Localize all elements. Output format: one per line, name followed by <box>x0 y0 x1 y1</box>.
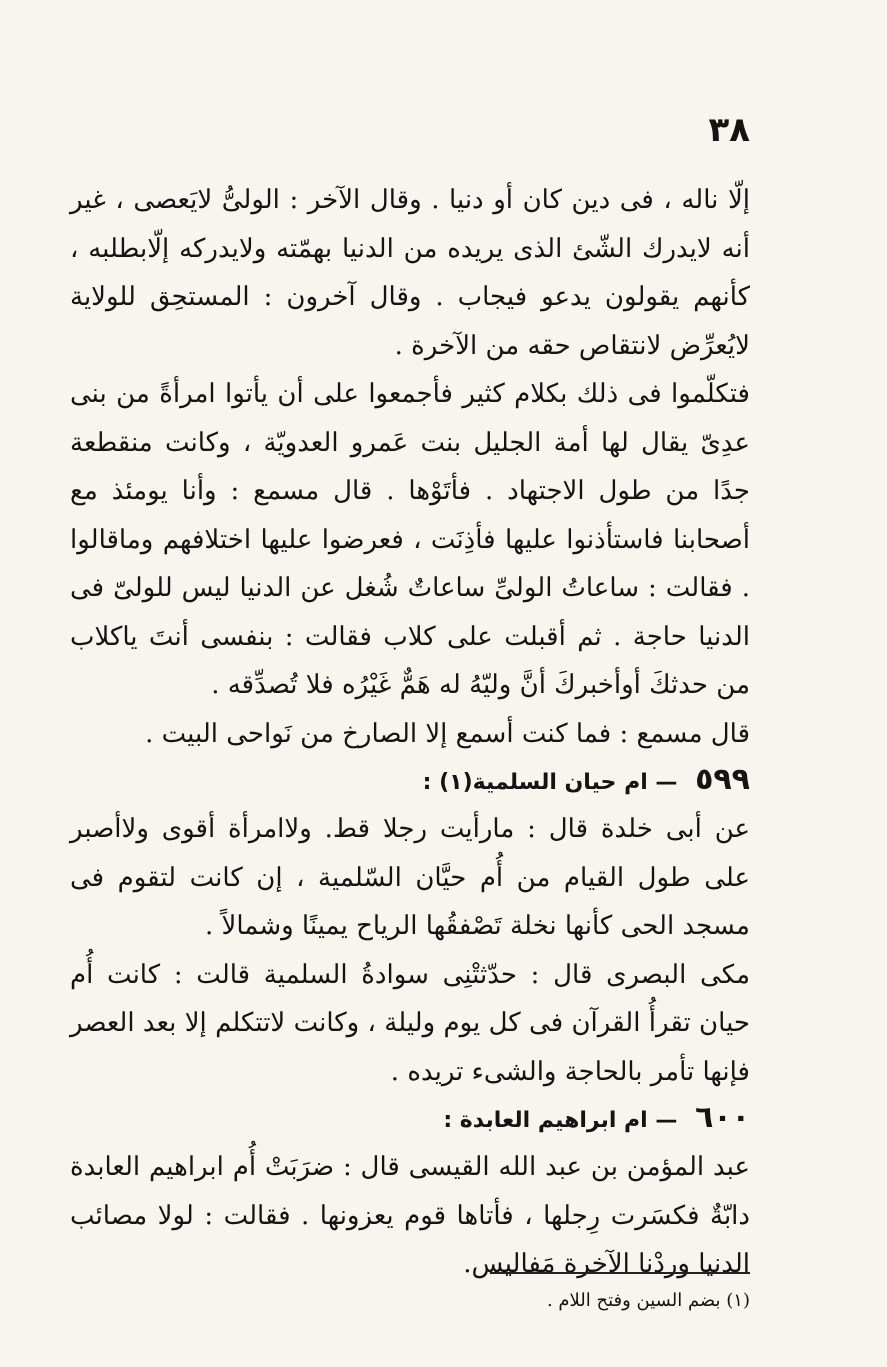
footnote-divider <box>490 1272 750 1274</box>
paragraph: فتكلّموا فى ذلك بكلام كثير فأجمعوا على أن يأتوا امرأةً من بنى عدِىّ يقال لها أمة الجليل بنت عَمرو العدويّة ، وكانت منقطعة جدًا من طول الاجتهاد . فأتَوْها . قال مسمع : وأنا يومئذ مع أصحابنا فاستأذنوا عليها فأذِنَت ، فعرضوا عليها اختلافهم وماقالوا . فقالت : ساعاتُ الولىِّ ساعاتٌ شُغل عن الدنيا ليس للولىّ فى الدنيا حاجة . ثم أقبلت على كلاب فقالت : بنفسى أنتَ ياكلاب من حدثكَ أوأخبركَ أنَّ وليّهُ له هَمٌّ غَيْرُه فلا تُصدِّقه . <box>70 379 750 700</box>
footnote: (١) بضم السين وفتح اللام . <box>546 1290 750 1311</box>
section-heading <box>70 758 750 805</box>
page-number: ٣٨ <box>708 110 750 150</box>
paragraph: مكى البصرى قال : حدّثتْنِى سوادةُ السلمية قالت : كانت أُم حيان تقرأُ القرآن فى كل يوم وليلة ، وكانت لاتتكلم إلا بعد العصر فإنها تأمر بالحاجة والشىء تريده . <box>70 959 750 1087</box>
section-title: — ام ابراهيم العابدة : <box>443 1108 678 1133</box>
book-page <box>70 110 750 1310</box>
page-body <box>70 176 750 1289</box>
section-title: — ام حيان السلمية(١) : <box>422 770 678 795</box>
paragraph: عبد المؤمن بن عبد الله القيسى قال : ضرَبَتْ أُم ابراهيم العابدة دابّةٌ فكسَرت رِجلها ، فأتاها قوم يعزونها . فقالت : لولا مصائب الدنيا وردْنا الآخرة مَفاليس. <box>70 1152 750 1279</box>
section-number: ٦٠٠ <box>695 1100 750 1135</box>
section-number: ٥٩٩ <box>695 762 750 797</box>
paragraph: إلّا ناله ، فى دين كان أو دنيا . وقال الآخر : الولىُّ لايَعصى ، غير أنه لايدرك الشّئ الذى يريده من الدنيا بهمّته ولايدركه إلّابطلبه ، كأنهم يقولون يدعو فيجاب . وقال آخرون : المستحِق للولاية لايُعرِّض لانتقاص حقه من الآخرة . <box>70 185 751 361</box>
paragraph: قال مسمع : فما كنت أسمع إلا الصارخ من نَواحى البيت . <box>145 718 750 749</box>
paragraph: عن أبى خلدة قال : مارأيت رجلا قط. ولاامرأة أقوى ولاأصبر على طول القيام من أُم حيَّان السّلمية ، إن كانت لتقوم فى مسجد الحى كأنها نخلة تَصْفقُها الرياح يمينًا وشمالاً . <box>70 814 750 941</box>
section-heading <box>70 1096 750 1143</box>
